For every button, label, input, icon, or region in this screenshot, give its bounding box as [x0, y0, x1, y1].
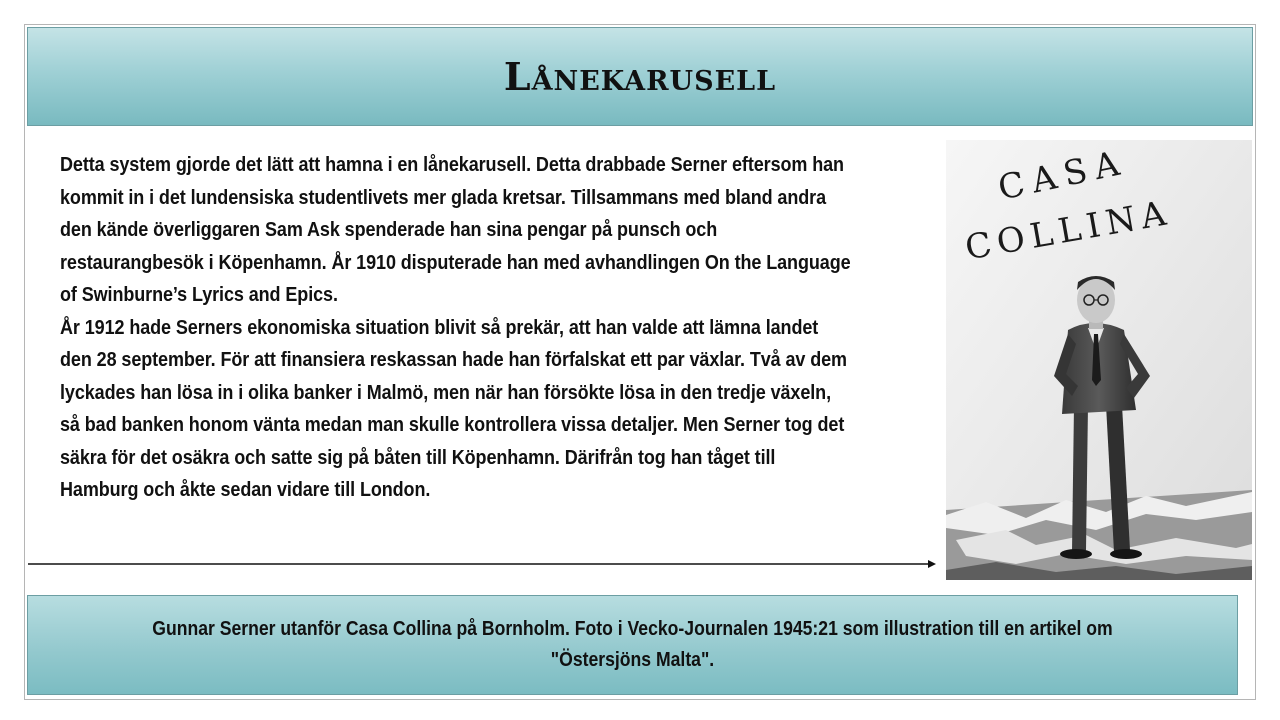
photo-caption: Gunnar Serner utanför Casa Collina på Bornholm. Foto i Vecko-Journalen 1945:21 som illustration till en artikel om "Östersjöns Malta". [152, 618, 1113, 671]
arrow-connector [28, 556, 938, 572]
body-paragraph-2: År 1912 hade Serners ekonomiska situation blivit så prekär, att han valde att lämna landet den 28 september. För att finansiera reskassan hade han förfalskat ett par växlar. Två av dem lyckades han lösa in i olika banker i Malmö, men när han försökte lösa in den tredje växeln, så bad banken honom vänta medan man skulle kontrollera vissa detaljer. Men Serner tog det säkra för det osäkra och satte sig på båten till Köpenhamn. Därifrån tog han tåget till Hamburg och åkte sedan vidare till London. [60, 316, 847, 501]
body-paragraph-1: Detta system gjorde det lätt att hamna i en lånekarusell. Detta drabbade Serner eftersom han kommit in i det lundensiska studentlivets mer glada kretsar. Tillsammans med bland andra den kände överliggaren Sam Ask spenderade han sina pengar på punsch och restaurangbesök i Köpenhamn. År 1910 disputerade han med avhandlingen On the Language of Swinburne’s Lyrics and Epics. [60, 154, 851, 306]
sign-line-casa: CASA [994, 142, 1131, 209]
serner-photo [946, 140, 1252, 580]
body-text [60, 149, 852, 507]
sign-line-collina: COLLINA [962, 192, 1175, 269]
title-bar [27, 27, 1253, 126]
caption-box [27, 595, 1238, 695]
slide-title: Lånekarusell [503, 54, 777, 99]
